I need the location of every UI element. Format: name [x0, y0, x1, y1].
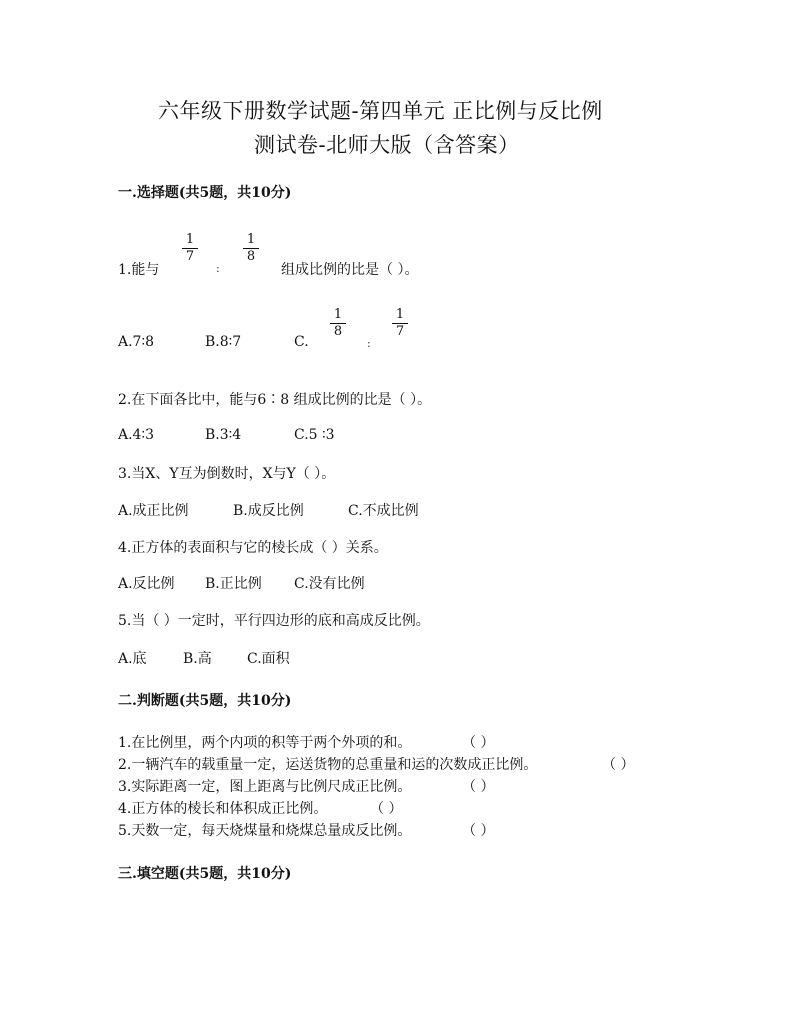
q1-option-c: C. [294, 334, 309, 350]
judgement-item-1: 1.在比例里，两个内项的积等于两个外项的和。 [118, 735, 412, 751]
q4-option-b: B.正比例 [205, 576, 262, 592]
judgement-item-2-blank: （ ） [602, 757, 635, 773]
question-1-prefix: 1.能与 [118, 262, 160, 278]
judgement-item-3-blank: （ ） [462, 779, 495, 795]
q2-option-c: C.5 ∶3 [294, 427, 335, 443]
q3-option-c: C.不成比例 [348, 503, 419, 519]
fraction-one-seventh: 1 7 [182, 233, 198, 264]
document-title-line1: 六年级下册数学试题-第四单元 正比例与反比例 [158, 99, 603, 123]
q5-option-b: B.高 [183, 651, 212, 667]
q3-option-b: B.成反比例 [233, 503, 304, 519]
section-heading-fill-in: 三.填空题(共5题，共10分) [118, 866, 292, 882]
judgement-item-2: 2.一辆汽车的载重量一定，运送货物的总重量和运的次数成正比例。 [118, 757, 538, 773]
q4-option-a: A.反比例 [118, 576, 175, 592]
judgement-item-5-blank: （ ） [462, 823, 495, 839]
q2-option-b: B.3∶4 [205, 427, 242, 443]
judgement-item-3: 3.实际距离一定，图上距离与比例尺成正比例。 [118, 779, 412, 795]
document-title-line2: 测试卷-北师大版（含答案） [254, 133, 520, 157]
q5-option-a: A.底 [118, 651, 147, 667]
question-1-suffix: 组成比例的比是（ ）。 [281, 262, 419, 278]
fraction-one-eighth-option: 1 8 [330, 308, 346, 339]
fraction-one-eighth: 1 8 [243, 233, 259, 264]
section-heading-choice: 一.选择题(共5题，共10分) [118, 185, 292, 201]
q3-option-a: A.成正比例 [118, 503, 189, 519]
q1-option-a: A.7∶8 [118, 334, 155, 350]
q5-option-c: C.面积 [247, 651, 290, 667]
ratio-colon-option: : [367, 337, 371, 350]
judgement-item-4-blank: （ ） [370, 801, 403, 817]
question-2: 2.在下面各比中，能与6∶8 组成比例的比是（ ）。 [118, 392, 432, 408]
judgement-item-5: 5.天数一定，每天烧煤量和烧煤总量成反比例。 [118, 823, 412, 839]
q2-option-a: A.4∶3 [118, 427, 155, 443]
section-heading-true-false: 二.判断题(共5题，共10分) [118, 693, 292, 709]
q1-option-b: B.8∶7 [205, 334, 242, 350]
question-5: 5.当（ ）一定时，平行四边形的底和高成反比例。 [118, 613, 430, 629]
judgement-item-1-blank: （ ） [462, 735, 495, 751]
ratio-colon: : [216, 262, 220, 275]
judgement-item-4: 4.正方体的棱长和体积成正比例。 [118, 801, 328, 817]
question-3: 3.当X、Y互为倒数时，X与Y（ ）。 [118, 466, 336, 482]
question-4: 4.正方体的表面积与它的棱长成（ ）关系。 [118, 540, 388, 556]
q4-option-c: C.没有比例 [294, 576, 365, 592]
fraction-one-seventh-option: 1 7 [392, 308, 408, 339]
